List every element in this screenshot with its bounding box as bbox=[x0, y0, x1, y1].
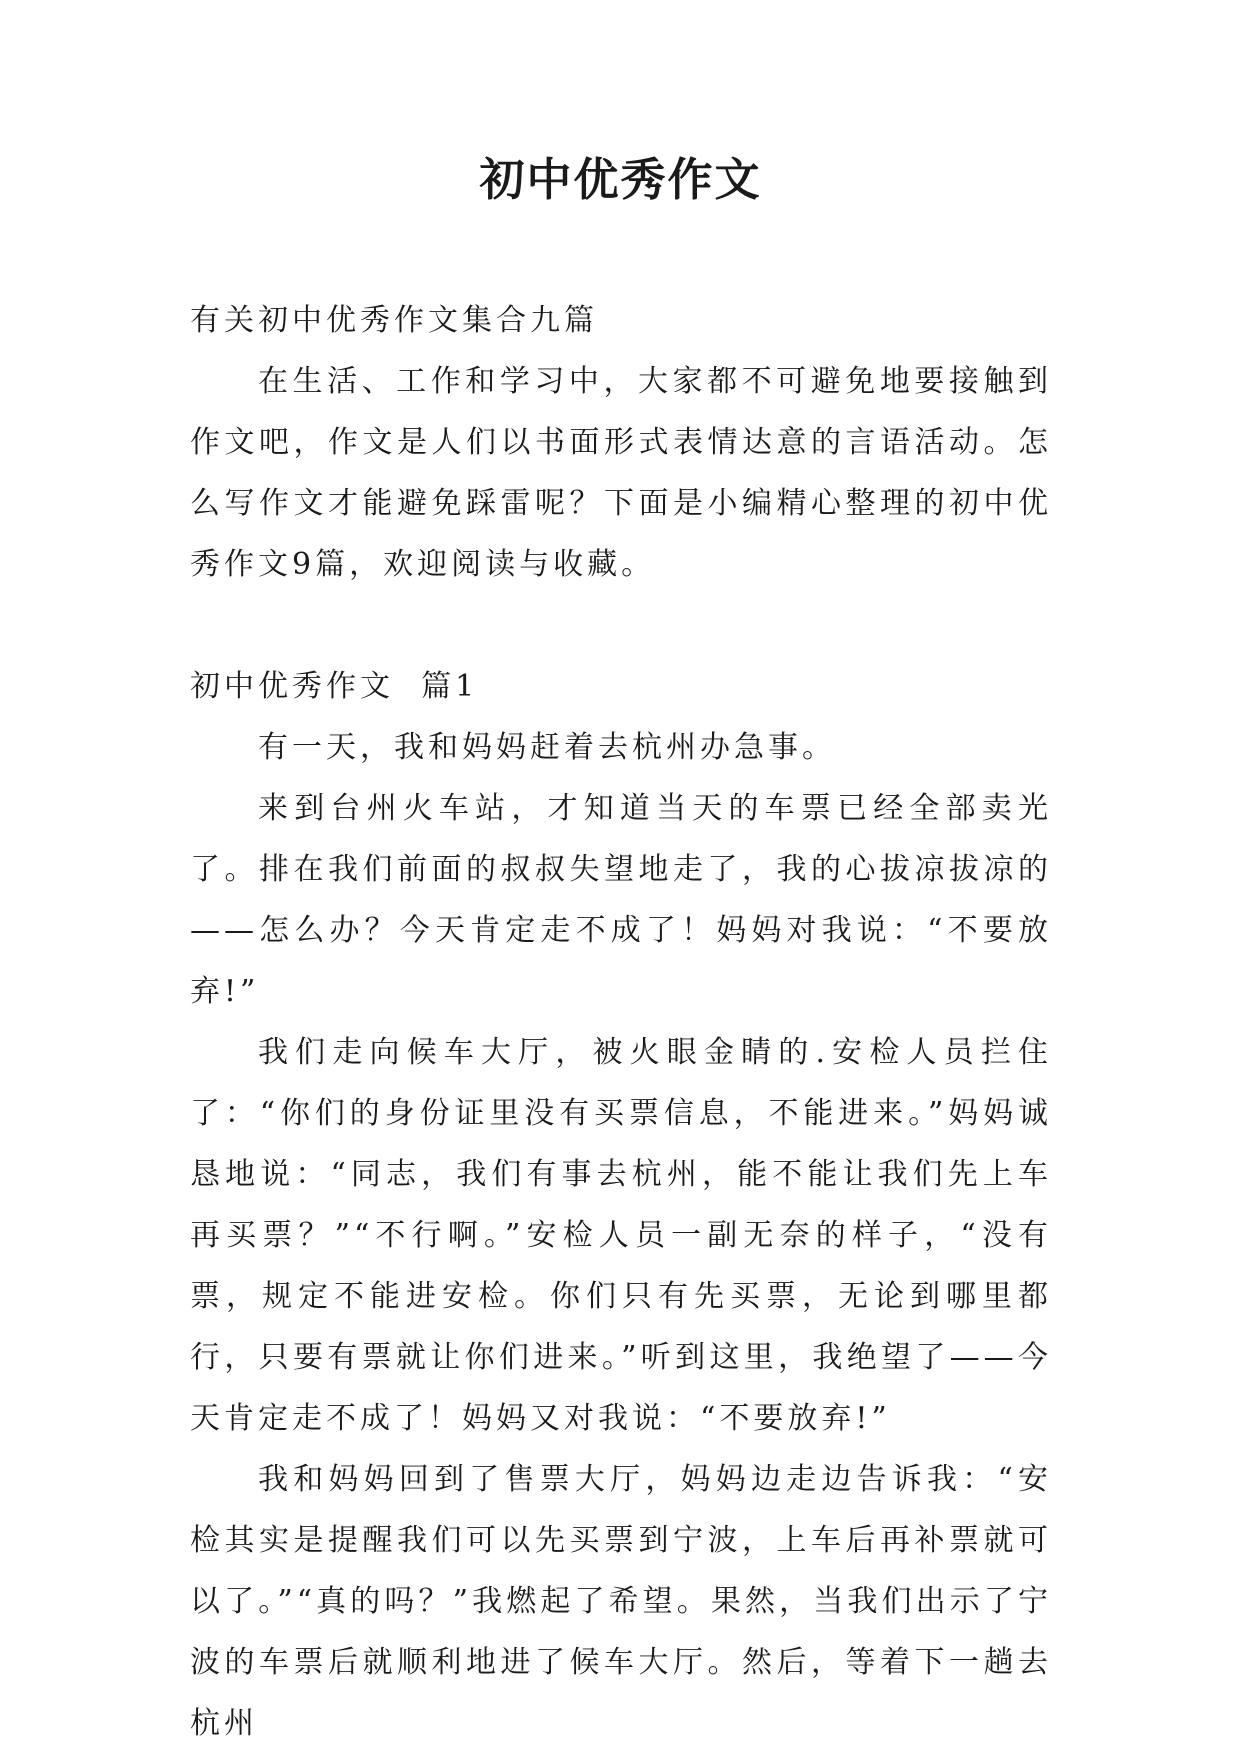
body-paragraph: 有一天，我和妈妈赶着去杭州办急事。 bbox=[258, 730, 836, 765]
body-paragraph: 我们走向候车大厅，被火眼金睛的.安检人员拦住了：“你们的身份证里没有买票信息，不能进来。”妈妈诚恳地说：“同志，我们有事去杭州，能不能让我们先上车再买票？”“不行啊。”安检人员一副无奈的样子，“没有票，规定不能进安检。你们只有先买票，无论到哪里都行，只要有票就让你们进来。”听到这里，我绝望了——今天肯定走不成了！妈妈又对我说：“不要放弃!” bbox=[190, 1035, 1052, 1436]
document-body bbox=[190, 290, 1052, 1754]
body-paragraph: 我和妈妈回到了售票大厅，妈妈边走边告诉我：“安检其实是提醒我们可以先买票到宁波，上车后再补票就可以了。”“真的吗？”我燃起了希望。果然，当我们出示了宁波的车票后就顺利地进了候车大厅。然后，等着下一趟去杭州 bbox=[190, 1462, 1052, 1741]
document-subtitle: 有关初中优秀作文集合九篇 bbox=[190, 303, 598, 338]
section-spacer bbox=[190, 595, 1052, 656]
document-title: 初中优秀作文 bbox=[479, 153, 762, 206]
section-heading: 初中优秀作文 篇1 bbox=[190, 669, 479, 704]
intro-paragraph: 在生活、工作和学习中，大家都不可避免地要接触到作文吧，作文是人们以书面形式表情达意的言语活动。怎么写作文才能避免踩雷呢？下面是小编精心整理的初中优秀作文9篇，欢迎阅读与收藏。 bbox=[190, 364, 1052, 582]
body-paragraph: 来到台州火车站，才知道当天的车票已经全部卖光了。排在我们前面的叔叔失望地走了，我的心拔凉拔凉的——怎么办？今天肯定走不成了！妈妈对我说：“不要放弃!” bbox=[190, 791, 1052, 1009]
